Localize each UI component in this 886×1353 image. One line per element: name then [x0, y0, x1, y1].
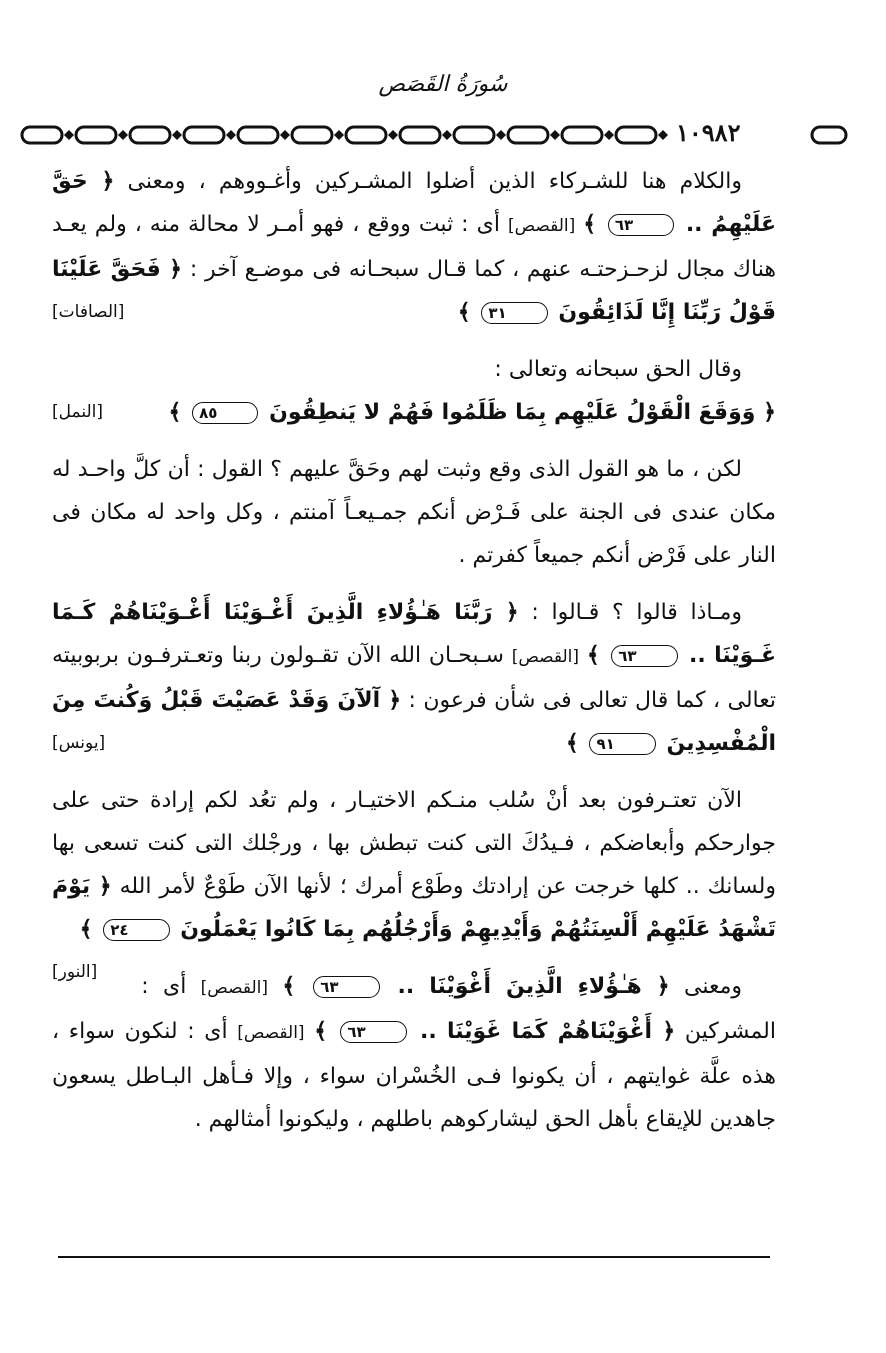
- chain-ornament-svg: [20, 122, 680, 148]
- quran-verse: ﴿ آلآنَ وَقَدْ عَصَيْتَ قَبْلُ وَكُنتَ مِنَ الْمُفْسِدِينَ ٩١ ﴾: [52, 688, 776, 756]
- paragraph-text: وقال الحق سبحانه وتعالى :: [494, 357, 742, 382]
- surah-reference: [القصص]: [507, 216, 576, 236]
- paragraph-1: [52, 160, 776, 334]
- quran-verse: ﴿ هَـٰؤُلاءِ الَّذِينَ أَغْوَيْنَا .. ٦٣ ﴾: [282, 974, 670, 999]
- surah-tag: [يونس]: [52, 733, 106, 753]
- verse-number-badge: ٦٣: [340, 1021, 406, 1043]
- paragraph-2: [52, 348, 776, 434]
- surah-tag: [الصافات]: [52, 302, 125, 322]
- quran-verse: ﴿ فَحَقَّ عَلَيْنَا قَوْلُ رَبِّنَا إِنَّا لَذَائِقُونَ ٣١ ﴾: [52, 257, 776, 325]
- surah-title: سُورَةُ القَصَص: [378, 72, 508, 97]
- verse-number-badge: ٦٣: [313, 976, 379, 998]
- verse-number-badge: ٢٤: [103, 919, 169, 941]
- surah-reference: [القصص]: [511, 647, 580, 667]
- paragraph-3: [52, 448, 776, 577]
- paragraph-text: أى : المشركين: [141, 974, 776, 1044]
- verse-number-badge: ٣١: [481, 302, 547, 324]
- paragraph-5: [52, 779, 776, 982]
- quran-verse: ﴿ حَقَّ عَلَيْهِمُ .. ٦٣ ﴾: [52, 169, 776, 237]
- paragraph-text: لكن ، ما هو القول الذى وقع وثبت لهم وحَقَّ عليهم ؟ القول : أن كلَّ واحـد له مكان عندى فى الجنة على فَـرْض أنكم جمـيعـاً آمنتم ، وكل واحد له مكان فى النار على فَرْض أنكم جميعاً كفرتم .: [52, 457, 776, 568]
- page-number: ١٠٩٨٢: [676, 118, 741, 147]
- paragraph-text: سـبحـان الله الآن تقـولون ربنا وتعـترفـون بربوبيته تعالى ، كما قال تعالى فى شأن فرعون :: [52, 643, 776, 713]
- paragraph-text: ومعنى: [669, 974, 742, 999]
- surah-reference: [القصص]: [200, 978, 269, 998]
- paragraph-text: أى : ثبت ووقع ، فهو أمـر لا محالة منه ، ولم يعـد هناك مجال لزحـزحتـه عنهم ، كما قـال سبحـانه فى موضـع آخر :: [52, 212, 777, 282]
- paragraph-4: [52, 591, 776, 765]
- verse-number-badge: ٨٥: [192, 402, 258, 424]
- commentary-text: [52, 160, 776, 1155]
- paragraph-6: [52, 965, 776, 1141]
- paragraph-text: والكلام هنا للشـركاء الذين أضلوا المشـركين وأغـووهم ، ومعنى: [127, 169, 742, 194]
- quran-verse: ﴿ أَغْوَيْنَاهُمْ كَمَا غَوَيْنَا .. ٦٣ ﴾: [314, 1019, 676, 1044]
- surah-tag: [النمل]: [52, 402, 103, 422]
- footer-rule: [58, 1256, 770, 1258]
- quran-verse: ﴿ رَبَّنَا هَـٰؤُلاءِ الَّذِينَ أَغْـوَيْنَا أَغْـوَيْنَاهُمْ كَـمَا غَـوَيْنَا .. ٦٣ ﴾: [52, 600, 776, 668]
- surah-reference: [القصص]: [237, 1023, 305, 1043]
- paragraph-text: ومـاذا قالوا ؟ قـالوا :: [518, 600, 742, 625]
- surah-tag: [النور]: [52, 962, 98, 982]
- chain-end-link: [810, 122, 850, 148]
- quran-verse: ﴿ وَوَقَعَ الْقَوْلُ عَلَيْهِم بِمَا ظَلَمُوا فَهُمْ لا يَنطِقُونَ ٨٥ ﴾: [168, 400, 776, 425]
- verse-number-badge: ٦٣: [608, 214, 674, 236]
- paragraph-text: أى : لنكون سواء ، هذه علَّة غوايتهم ، أن يكونوا فـى الخُسْران سواء ، وإلا فـأهل البـاطل يسعون جاهدين للإيقاع بأهل الحق ليشاركوهم باطلهم ، وليكونوا أمثالهم .: [52, 1019, 776, 1132]
- paragraph-text: الآن تعتـرفون بعد أنْ سُلب منـكم الاختيـار ، ولم تعُد لكم إرادة حتى على جوارحكم وأبعاضكم ، فـيدُكَ التى كنت تبطش بها ، ورجْلك التى كنت تسعى بها ولسانك .. كلها خرجت عن إرادتك وطَوْع أمرك ؛ لأنها الآن طَوْعٌ لأمر الله: [52, 788, 776, 899]
- verse-number-badge: ٩١: [589, 733, 655, 755]
- quran-verse: ﴿ يَوْمَ تَشْهَدُ عَلَيْهِمْ أَلْسِنَتُهُمْ وَأَيْدِيهِمْ وَأَرْجُلُهُم بِمَا كَانُوا يَعْمَلُونَ ٢٤ ﴾: [52, 874, 776, 942]
- verse-number-badge: ٦٣: [611, 645, 677, 667]
